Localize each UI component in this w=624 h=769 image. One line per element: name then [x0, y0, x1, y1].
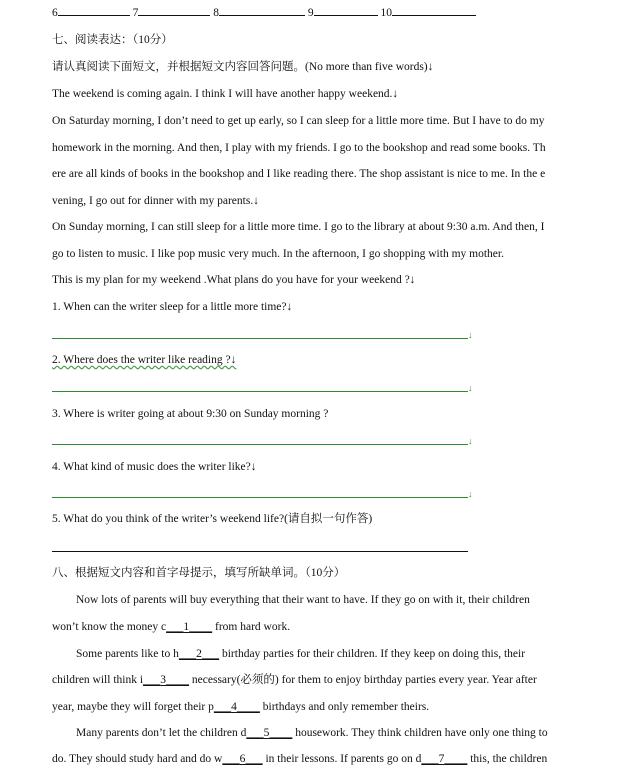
blank-number: 6 — [239, 753, 246, 765]
cloze-blank-4[interactable]: ___4____ — [213, 701, 260, 713]
question-5: 5. What do you think of the writer’s weekend life?(请自拟一句作答) — [52, 513, 373, 525]
blank-number-8: 8 — [213, 7, 219, 19]
cloze-blank-6[interactable]: ___6___ — [222, 753, 263, 765]
question-1: 1. When can the writer sleep for a little more time?↓ — [52, 301, 293, 313]
cloze-line — [76, 647, 525, 661]
blank-number-6: 6 — [52, 7, 58, 19]
cloze-text: children will think i — [52, 674, 144, 686]
blank-number-7: 7 — [132, 7, 139, 19]
blank-number: 1 — [183, 621, 190, 633]
cloze-text: in their lessons. If parents go on d — [262, 753, 422, 765]
blank-number-10: 10 — [380, 7, 392, 19]
cloze-text: won’t know the money c — [52, 621, 167, 633]
blank-number: 2 — [196, 648, 202, 660]
section8-title: 八、根据短文内容和首字母提示，填写所缺单词。（10分） — [52, 567, 346, 579]
cloze-line — [76, 593, 530, 607]
cloze-text: birthday parties for their children. If they keep on doing this, their — [219, 648, 526, 660]
answer-line-5[interactable] — [52, 551, 468, 552]
cloze-blank-2[interactable]: ___2___ — [178, 648, 220, 660]
paragraph-mark-icon: ↓ — [468, 330, 473, 340]
passage-line: vening, I go out for dinner with my parents.↓ — [52, 195, 259, 207]
cloze-blank-3[interactable]: ___3____ — [143, 674, 190, 686]
blank-number: 7 — [438, 753, 445, 765]
cloze-blank-1[interactable]: ___1____ — [166, 621, 213, 633]
question-2-text: 2. Where does the writer like reading ?↓ — [52, 354, 237, 366]
blank-number: 4 — [231, 701, 237, 713]
top-blank-row — [52, 4, 476, 20]
cloze-line — [52, 673, 537, 687]
passage-line: ere are all kinds of books in the bookshop and I like reading there. The shop assistant is nice to me. In the e — [52, 168, 546, 180]
cloze-line — [76, 726, 548, 740]
cloze-text: Some parents like to h — [76, 648, 179, 660]
cloze-text: Now lots of parents will buy everything that their want to have. If they go on with it, their children — [76, 594, 530, 606]
passage-line: homework in the morning. And then, I play with my friends. I go to the bookshop and read some books. Th — [52, 142, 546, 154]
question-2 — [52, 353, 236, 367]
answer-blank[interactable] — [392, 4, 476, 16]
answer-line-1[interactable] — [52, 338, 468, 339]
cloze-text: this, the children — [467, 753, 548, 765]
blank-number-9: 9 — [307, 7, 314, 19]
cloze-line — [52, 752, 547, 766]
paragraph-mark-icon: ↓ — [468, 436, 473, 446]
passage-line: The weekend is coming again. I think I will have another happy weekend.↓ — [52, 88, 399, 100]
cloze-blank-7[interactable]: ___7____ — [421, 753, 468, 765]
cloze-line — [52, 700, 429, 714]
question-3: 3. Where is writer going at about 9:30 on Sunday morning ? — [52, 408, 329, 420]
cloze-text: birthdays and only remember theirs. — [259, 701, 430, 713]
blank-number: 3 — [160, 674, 167, 686]
paragraph-mark-icon: ↓ — [468, 383, 473, 393]
answer-blank[interactable] — [58, 4, 130, 16]
section7-instruction: 请认真阅读下面短文，并根据短文内容回答问题。(No more than five words)↓ — [52, 61, 434, 73]
section7-title: 七、阅读表达：（10分） — [52, 34, 173, 46]
blank-number: 5 — [263, 727, 270, 739]
cloze-line — [52, 620, 290, 634]
cloze-blank-5[interactable]: ___5____ — [246, 727, 293, 739]
answer-line-4[interactable] — [52, 497, 468, 498]
cloze-text: from hard work. — [212, 621, 291, 633]
cloze-text: year, maybe they will forget their p — [52, 701, 214, 713]
answer-blank[interactable] — [138, 4, 210, 16]
passage-line: On Saturday morning, I don’t need to get up early, so I can sleep for a little more time. But I have to do my — [52, 115, 545, 127]
answer-blank[interactable] — [314, 4, 378, 16]
passage-line: This is my plan for my weekend .What plans do you have for your weekend ?↓ — [52, 274, 416, 286]
answer-line-3[interactable] — [52, 444, 468, 445]
passage-line: go to listen to music. I like pop music very much. In the afternoon, I go shopping with my mother. — [52, 248, 504, 260]
cloze-text: housework. They think children have only one thing to — [292, 727, 548, 739]
question-4: 4. What kind of music does the writer like?↓ — [52, 461, 257, 473]
cloze-text: Many parents don’t let the children d — [76, 727, 247, 739]
answer-blank[interactable] — [219, 4, 305, 16]
cloze-text: do. They should study hard and do w — [52, 753, 223, 765]
paragraph-mark-icon: ↓ — [468, 489, 473, 499]
answer-line-2[interactable] — [52, 391, 468, 392]
passage-line: On Sunday morning, I can still sleep for a little more time. I go to the library at about 9:30 a.m. And then, I — [52, 221, 545, 233]
cloze-text: necessary(必须的) for them to enjoy birthday parties every year. Year after — [189, 674, 537, 686]
